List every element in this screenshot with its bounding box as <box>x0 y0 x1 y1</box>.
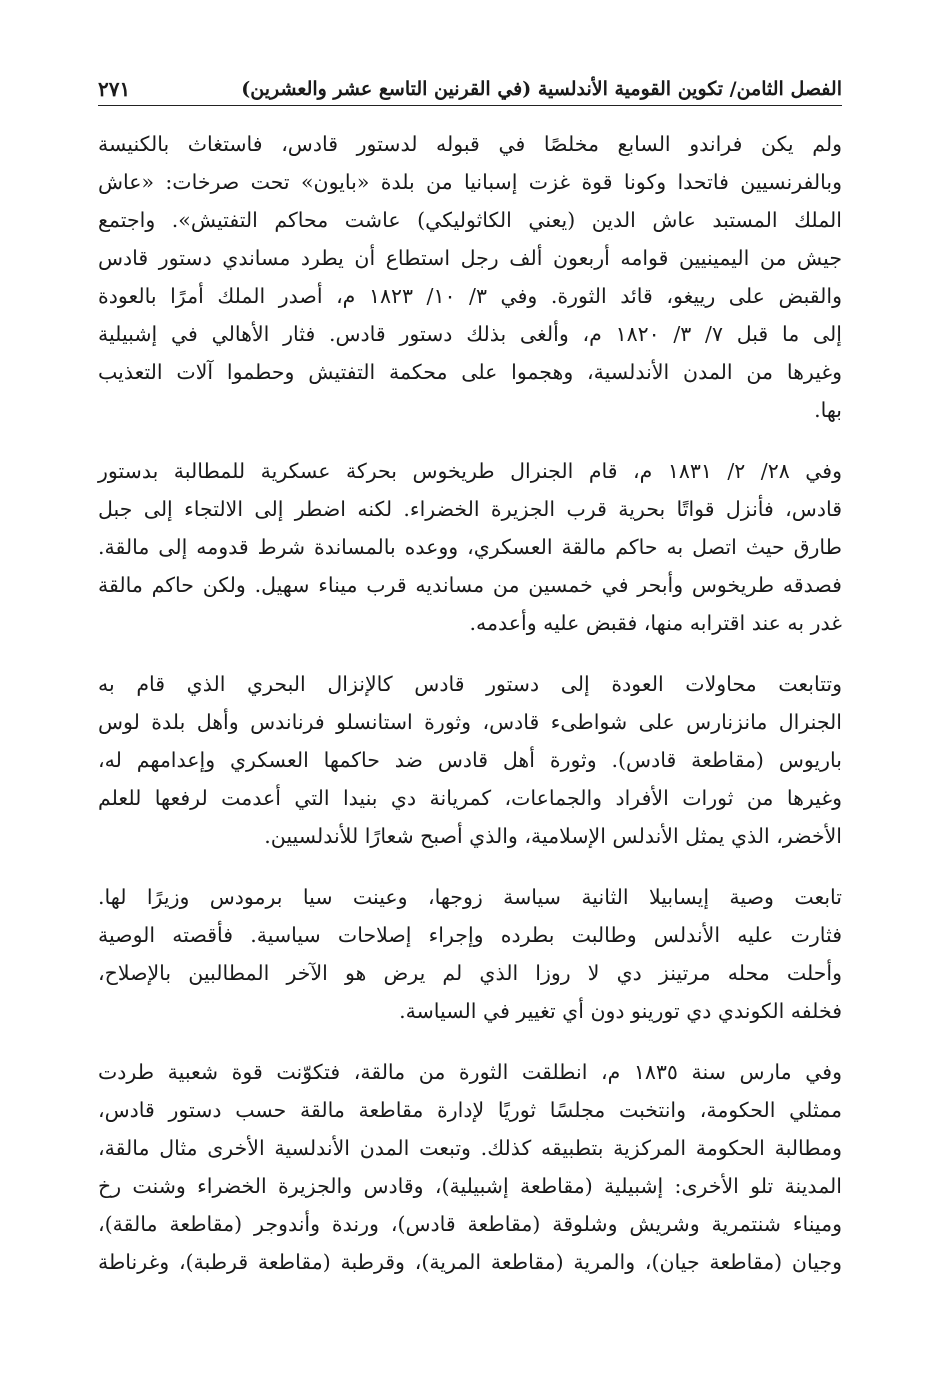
text-line: وفي ٢٨/ ٢/ ١٨٣١ م، قام الجنرال طريخوس بحركة عسكرية للمطالبة بدستور <box>98 459 842 483</box>
text-line: تابعت وصية إيسابيلا الثانية سياسة زوجها، وعينت سيا برمودس وزيرًا لها. <box>98 885 842 909</box>
text-line: وجيان (مقاطعة جيان)، والمرية (مقاطعة المرية)، وقرطبة (مقاطعة قرطبة)، وغرناطة <box>98 1250 842 1274</box>
text-line: وميناء شنتمرية وشريش وشلوقة (مقاطعة قادس)، ورندة وأندوجر (مقاطعة مالقة)، <box>98 1212 842 1236</box>
text-line: وبالفرنسيين فاتحدا وكونا قوة غزت إسبانيا من بلدة «بايون» تحت صرخات: «عاش <box>98 170 842 194</box>
text-line: وتتابعت محاولات العودة إلى دستور قادس كالإنزال البحري الذي قام به <box>98 672 842 696</box>
text-line: الأخضر، الذي يمثل الأندلس الإسلامية، والذي أصبح شعارًا للأندلسيين. <box>264 824 842 848</box>
text-line: ومطالبة الحكومة المركزية بتطبيقه كذلك. وتبعت المدن الأندلسية الأخرى مثال مالقة، <box>98 1136 842 1160</box>
paragraph-4 <box>98 878 842 1030</box>
text-line: طارق حيث اتصل به حاكم مالقة العسكري، ووعده بالمساندة شرط قدومه إلى مالقة. <box>98 535 842 559</box>
text-line: وفي مارس سنة ١٨٣٥ م، انطلقت الثورة من مالقة، فتكوّنت قوة شعبية طردت <box>98 1060 843 1084</box>
chapter-title: الفصل الثامن/ تكوين القومية الأندلسية (في القرنين التاسع عشر والعشرين) <box>241 78 842 100</box>
text-line: جيش من اليمينيين قوامه أربعون ألف رجل استطاع أن يطرد مساندي دستور قادس <box>98 246 842 270</box>
text-line: الجنرال مانزنارس على شواطىء قادس، وثورة استانسلو فرناندس وأهل بلدة لوس <box>98 710 842 734</box>
text-line: وغيرها من ثورات الأفراد والجماعات، كمريانة دي بنيدا التي أعدمت لرفعها للعلم <box>98 786 842 810</box>
text-line: إلى ما قبل ٧/ ٣/ ١٨٢٠ م، وألغى بذلك دستور قادس. فثار الأهالي في إشبيلية <box>98 322 842 346</box>
text-line: فصدقه طريخوس وأبحر في خمسين من مسانديه قرب ميناء سهيل. ولكن حاكم مالقة <box>98 573 842 597</box>
text-line: ممثلي الحكومة، وانتخبت مجلسًا ثوريًا لإدارة مقاطعة مالقة حسب دستور قادس، <box>98 1098 842 1122</box>
running-header <box>98 62 842 106</box>
text-line: الملك المستبد عاش الدين (يعني الكاثوليكي) عاشت محاكم التفتيش». واجتمع <box>98 208 842 232</box>
text-line: ولم يكن فراندو السابع مخلصًا في قبوله لدستور قادس، فاستغاث بالكنيسة <box>98 132 842 156</box>
text-line: قادس، فأنزل قواتًا بحرية قرب الجزيرة الخضراء. لكنه اضطر إلى الالتجاء إلى جبل <box>98 497 842 521</box>
text-line: المدينة تلو الأخرى: إشبيلية (مقاطعة إشبيلية)، وقادس والجزيرة الخضراء وشنت رخ <box>98 1174 842 1198</box>
body-text <box>98 125 842 1304</box>
text-line: غدر به عند اقترابه منها، فقبض عليه وأعدمه. <box>469 611 842 635</box>
text-line: فثارت عليه الأندلس وطالبت بطرده وإجراء إصلاحات سياسية. فأقصته الوصية <box>98 923 842 947</box>
text-line: والقبض على رييغو، قائد الثورة. وفي ٣/ ١٠/ ١٨٢٣ م، أصدر الملك أمرًا بالعودة <box>98 284 842 308</box>
paragraph-5 <box>98 1053 842 1281</box>
text-line: وغيرها من المدن الأندلسية، وهجموا على محكمة التفتيش وحطموا آلات التعذيب <box>98 360 842 384</box>
text-line: باريوس (مقاطعة قادس). وثورة أهل قادس ضد حاكمها العسكري وإعدامهم له، <box>98 748 842 772</box>
paragraph-2 <box>98 452 842 642</box>
text-line: وأحلت محله مرتينز دي لا روزا الذي لم يرض هو الآخر المطالبين بالإصلاح، <box>98 961 842 985</box>
page-number: ٢٧١ <box>98 77 131 101</box>
text-line: بها. <box>814 398 842 422</box>
text-line: فخلفه الكوندي دي تورينو دون أي تغيير في السياسة. <box>399 999 842 1023</box>
paragraph-3 <box>98 665 842 855</box>
paragraph-1 <box>98 125 842 429</box>
